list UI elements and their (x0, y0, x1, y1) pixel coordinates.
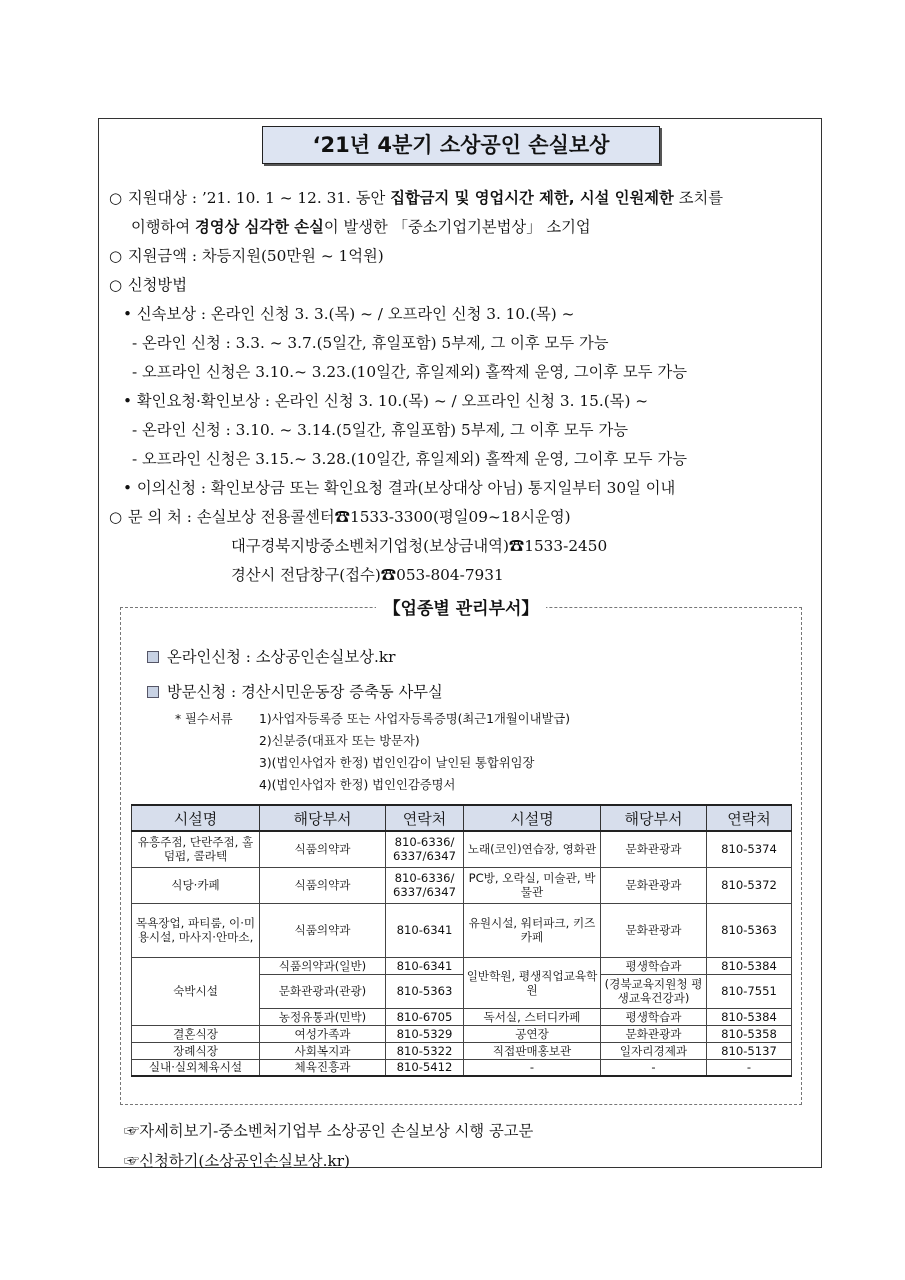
header-department: 해당부서 (260, 805, 386, 831)
contact-line-1: ○ 문 의 처 : 손실보상 전용콜센터☎1533-3300(평일09~18시운영) (109, 508, 571, 526)
confirm-online: - 온라인 신청 : 3.10. ~ 3.14.(5일간, 휴일포함) 5부제, 그 이후 모두 가능 (132, 421, 628, 439)
page-title: ‘21년 4분기 소상공인 손실보상 (262, 126, 660, 164)
rapid-online: - 온라인 신청 : 3.3. ~ 3.7.(5일간, 휴일포함) 5부제, 그 이후 모두 가능 (132, 334, 609, 352)
contact-line-3: 경산시 전담창구(접수)☎053-804-7931 (231, 566, 504, 584)
method-label: ○ 신청방법 (109, 276, 187, 294)
visit-apply-line: 방문신청 : 경산시민운동장 증축동 사무실 (147, 680, 443, 702)
section-title: 【업종별 관리부서】 (376, 599, 547, 619)
docs-item-4: 4)(법인사업자 한정) 법인인감증명서 (259, 778, 456, 792)
detail-notice-link[interactable]: ☞자세히보기-중소벤처기업부 소상공인 손실보상 시행 공고문 (124, 1122, 534, 1140)
docs-item-3: 3)(법인사업자 한정) 법인인감이 날인된 통합위임장 (259, 756, 535, 770)
table-row: 문화관광과(관광) 810-5363 (경북교육지원청 평생교육건강과) 810-7551 (132, 974, 792, 1008)
department-section (120, 599, 802, 1105)
target-line-2: 이행하여 경영상 심각한 손실이 발생한 「중소기업기본법상」 소기업 (131, 218, 591, 236)
table-row: 실내·실외체육시설 체육진흥과 810-5412 - - - (132, 1059, 792, 1076)
square-bullet-icon (147, 651, 159, 663)
objection-line: • 이의신청 : 확인보상금 또는 확인요청 결과(보상대상 아님) 통지일부터 30일 이내 (123, 479, 676, 497)
header-department-2: 해당부서 (601, 805, 707, 831)
table-row: 유흥주점, 단란주점, 홀덤펍, 콜라텍 식품의약과 810-6336/ 6337/6347 노래(코인)연습장, 영화관 문화관광과 810-5374 (132, 831, 792, 867)
confirm-head: • 확인요청·확인보상 : 온라인 신청 3. 10.(목) ~ / 오프라인 신청 3. 15.(목) ~ (123, 392, 649, 410)
notice-frame (98, 118, 822, 1168)
target-line-1: ○ 지원대상 : ’21. 10. 1 ~ 12. 31. 동안 집합금지 및 영업시간 제한, 시설 인원제한 조치를 (109, 189, 724, 207)
header-contact: 연락처 (386, 805, 464, 831)
docs-item-2: 2)신분증(대표자 또는 방문자) (259, 734, 420, 748)
contact-line-2: 대구경북지방중소벤처기업청(보상금내역)☎1533-2450 (231, 537, 608, 555)
table-row: 장례식장 사회복지과 810-5322 직접판매홍보관 일자리경제과 810-5137 (132, 1042, 792, 1059)
header-facility: 시설명 (132, 805, 260, 831)
docs-label: * 필수서류 (175, 712, 233, 726)
table-row: 결혼식장 여성가족과 810-5329 공연장 문화관광과 810-5358 (132, 1025, 792, 1042)
rapid-head: • 신속보상 : 온라인 신청 3. 3.(목) ~ / 오프라인 신청 3. 10.(목) ~ (123, 305, 575, 323)
apply-link[interactable]: ☞신청하기(소상공인손실보상.kr) (124, 1152, 350, 1170)
table-header-row (132, 805, 792, 831)
table-row: 숙박시설 식품의약과(일반) 810-6341 일반학원, 평생직업교육학원 평생학습과 810-5384 (132, 957, 792, 974)
table-row: 목욕장업, 파티룸, 이·미용시설, 마사지·안마소, 식품의약과 810-6341 유원시설, 워터파크, 키즈카페 문화관광과 810-5363 (132, 903, 792, 957)
department-table (131, 804, 792, 1077)
amount-line: ○ 지원금액 : 차등지원(50만원 ~ 1억원) (109, 247, 384, 265)
rapid-offline: - 오프라인 신청은 3.10.~ 3.23.(10일간, 휴일제외) 홀짝제 운영, 그이후 모두 가능 (132, 363, 688, 381)
header-contact-2: 연락처 (707, 805, 792, 831)
header-facility-2: 시설명 (464, 805, 601, 831)
table-row: 농정유통과(민박) 810-6705 독서실, 스터디카페 평생학습과 810-5384 (132, 1008, 792, 1025)
docs-item-1: 1)사업자등록증 또는 사업자등록증명(최근1개월이내발급) (259, 712, 571, 726)
confirm-offline: - 오프라인 신청은 3.15.~ 3.28.(10일간, 휴일제외) 홀짝제 운영, 그이후 모두 가능 (132, 450, 688, 468)
square-bullet-icon (147, 686, 159, 698)
table-row: 식당·카페 식품의약과 810-6336/ 6337/6347 PC방, 오락실, 미술관, 박물관 문화관광과 810-5372 (132, 867, 792, 903)
online-apply-line: 온라인신청 : 소상공인손실보상.kr (147, 645, 395, 667)
